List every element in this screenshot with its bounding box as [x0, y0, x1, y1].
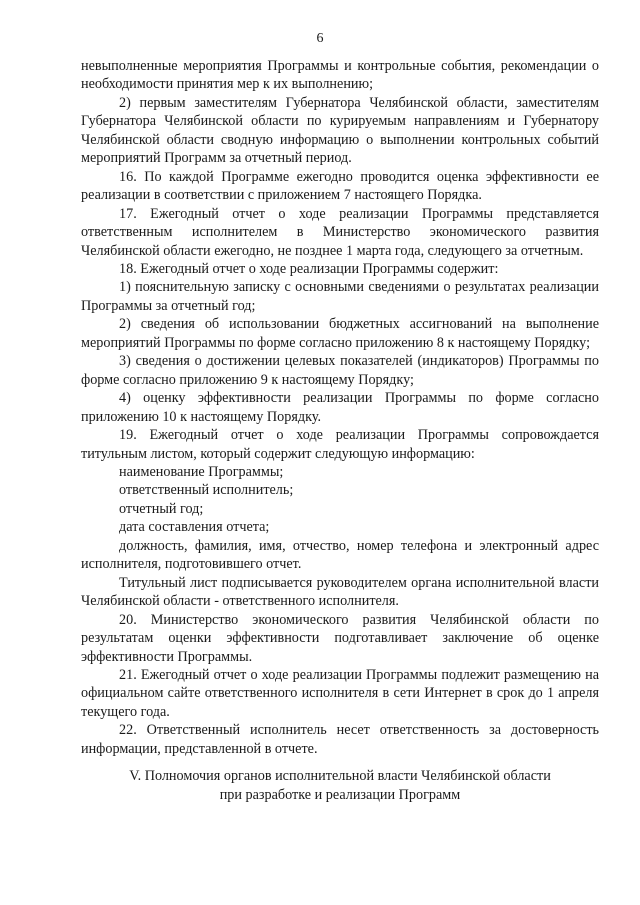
- paragraph-20: 20. Министерство экономического развития Челябинской области по результатам оценки эффективности подготавливает заключение об оценке эффективности Программы.: [81, 611, 599, 665]
- section-heading-line-2: при разработке и реализации Программ: [219, 787, 461, 803]
- paragraph-18-item-1: 1) пояснительную записку с основными сведениями о результатах реализации Программы за отчетный год;: [81, 279, 599, 314]
- title-page-signature-note: Титульный лист подписывается руководителем органа исполнительной власти Челябинской области - ответственного исполнителя.: [81, 574, 599, 610]
- paragraph-19: 19. Ежегодный отчет о ходе реализации Программы сопровождается титульным листом, который содержит следующую информацию:: [81, 427, 599, 462]
- title-page-field: ответственный исполнитель;: [119, 482, 294, 499]
- title-page-field: должность, фамилия, имя, отчество, номер телефона и электронный адрес исполнителя, подготовившего отчет.: [81, 537, 599, 573]
- paragraph-21: 21. Ежегодный отчет о ходе реализации Программы подлежит размещению на официальном сайте ответственного исполнителя в сети Интернет в срок до 1 апреля текущего года.: [81, 666, 599, 720]
- paragraph-18-item-3: 3) сведения о достижении целевых показателей (индикаторов) Программы по форме согласно приложению 9 к настоящему Порядку;: [81, 353, 599, 388]
- title-page-field: наименование Программы;: [119, 463, 284, 480]
- title-page-field: дата составления отчета;: [119, 519, 270, 536]
- paragraph-22: 22. Ответственный исполнитель несет ответственность за достоверность информации, представленной в отчете.: [81, 722, 599, 757]
- paragraph-item-2: 2) первым заместителям Губернатора Челябинской области, заместителям Губернатора Челябинской области по курируемым направлениям и Губернатору Челябинской области сводную информацию о выполнении контрольных событий мероприятий Программ за отчетный период.: [81, 94, 599, 167]
- paragraph-17: 17. Ежегодный отчет о ходе реализации Программы представляется ответственным исполнителем в Министерство экономического развития Челябинской области ежегодно, не позднее 1 марта года, следующего за отчетным.: [81, 205, 599, 259]
- paragraph-16: 16. По каждой Программе ежегодно проводится оценка эффективности ее реализации в соответствии с приложением 7 настоящего Порядка.: [81, 168, 599, 204]
- document-body: [81, 57, 599, 758]
- section-heading: [81, 767, 599, 805]
- title-page-field: отчетный год;: [119, 500, 204, 517]
- paragraph-18-item-4: 4) оценку эффективности реализации Программы по форме согласно приложению 10 к настоящему Порядку.: [81, 390, 599, 425]
- section-heading-line-1: V. Полномочия органов исполнительной власти Челябинской области: [129, 768, 551, 784]
- page-number: 6: [316, 31, 324, 46]
- paragraph-18-item-2: 2) сведения об использовании бюджетных ассигнований на выполнение мероприятий Программы по форме согласно приложению 8 к настоящему Порядку;: [81, 316, 599, 351]
- paragraph-18: 18. Ежегодный отчет о ходе реализации Программы содержит:: [119, 260, 499, 277]
- paragraph-continuation: невыполненные мероприятия Программы и контрольные события, рекомендации о необходимости принятия мер к их выполнению;: [81, 58, 599, 93]
